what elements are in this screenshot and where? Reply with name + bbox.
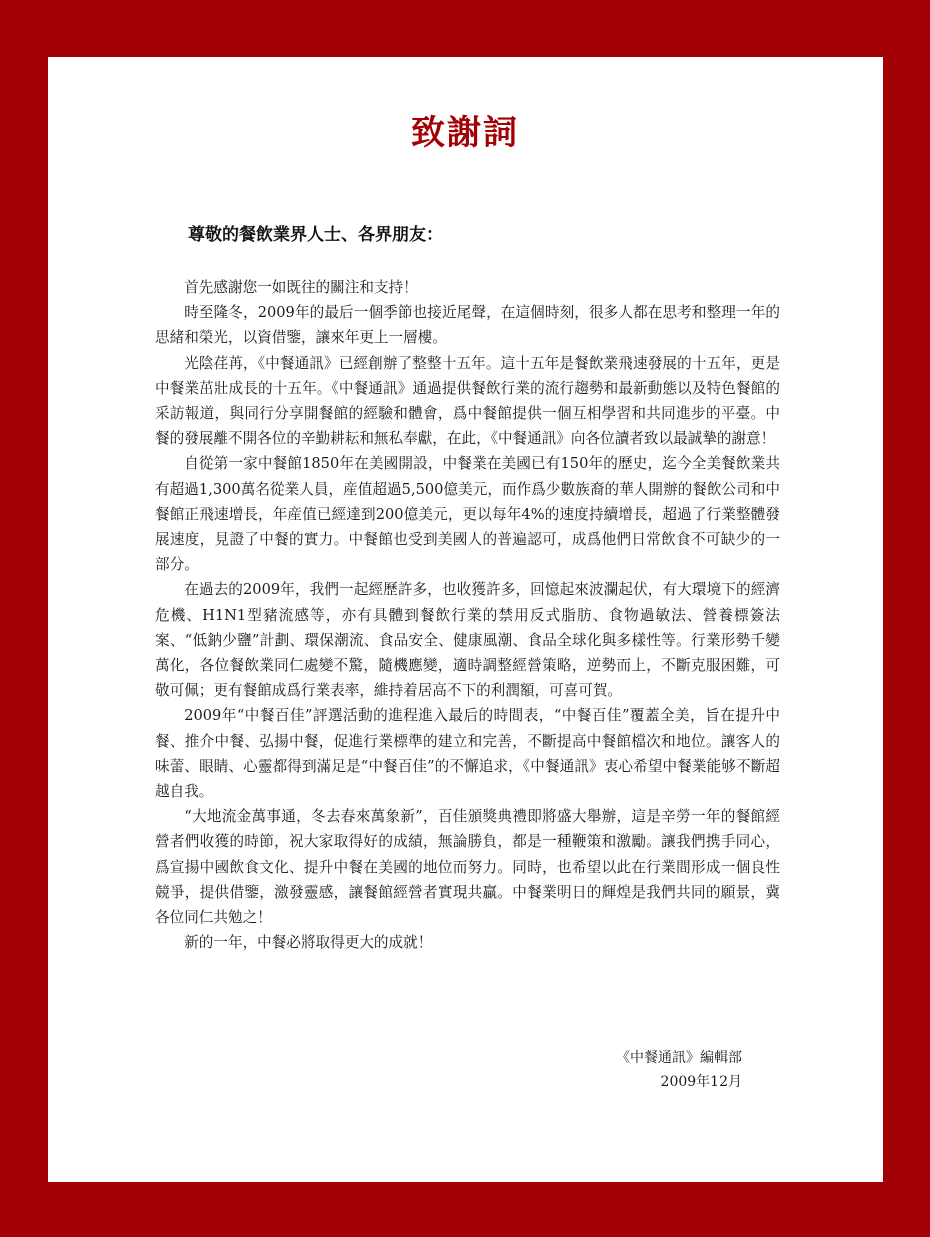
paragraph: 在過去的2009年，我們一起經歷許多，也收獲許多，回憶起來波瀾起伏，有大環境下的經濟危機、H1N1型豬流感等，亦有具體到餐飲行業的禁用反式脂肪、食物過敏法、營養標簽法案、“低鈉少鹽”計劃、環保潮流、食品安全、健康風潮、食品全球化與多樣性等。行業形勢千變萬化，各位餐飲業同仁處變不驚，隨機應變，適時調整經營策略，逆勢而上，不斷克服困難，可敬可佩；更有餐館成爲行業表率，維持着居高不下的利潤額，可喜可賀。 bbox=[155, 581, 780, 700]
letter-body bbox=[155, 275, 780, 955]
paragraph: 光陰荏苒，《中餐通訊》已經創辦了整整十五年。這十五年是餐飲業飛速發展的十五年，更是中餐業茁壯成長的十五年。《中餐通訊》通過提供餐飲行業的流行趨勢和最新動態以及特色餐館的采訪報道，與同行分享開餐館的經驗和體會，爲中餐館提供一個互相學習和共同進步的平臺。中餐的發展離不開各位的辛勤耕耘和無私奉獻，在此，《中餐通訊》向各位讀者致以最誠摯的謝意！ bbox=[155, 354, 780, 448]
signature-block bbox=[616, 1046, 742, 1094]
paragraph: 時至隆冬，2009年的最后一個季節也接近尾聲，在這個時刻，很多人都在思考和整理一年的思緒和榮光，以資借鑒，讓來年更上一層樓。 bbox=[155, 304, 780, 347]
paragraph: 新的一年，中餐必將取得更大的成就！ bbox=[184, 934, 433, 952]
paragraph: “大地流金萬事通，冬去春來萬象新”，百佳頒獎典禮即將盛大舉辦，這是辛勞一年的餐館經營者們收獲的時節，祝大家取得好的成績，無論勝負，都是一種鞭策和激勵。讓我們携手同心，爲宣揚中國飲食文化、提升中餐在美國的地位而努力。同時，也希望以此在行業間形成一個良性競爭，提供借鑒，激發靈感，讓餐館經營者實現共贏。中餐業明日的輝煌是我們共同的願景，冀各位同仁共勉之！ bbox=[155, 808, 780, 927]
signature-date: 2009年12月 bbox=[660, 1074, 742, 1090]
signature-org: 《中餐通訊》編輯部 bbox=[616, 1050, 742, 1066]
paragraph: 2009年“中餐百佳”評選活動的進程進入最后的時間表，“中餐百佳”覆蓋全美，旨在提升中餐、推介中餐、弘揚中餐，促進行業標準的建立和完善，不斷提高中餐館檔次和地位。讓客人的味蕾、眼睛、心靈都得到滿足是“中餐百佳”的不懈追求，《中餐通訊》衷心希望中餐業能够不斷超越自我。 bbox=[155, 707, 780, 801]
salutation: 尊敬的餐飲業界人士、各界朋友： bbox=[188, 225, 443, 245]
paragraph: 首先感謝您一如既往的關注和支持！ bbox=[184, 279, 418, 296]
paragraph: 自從第一家中餐館1850年在美國開設，中餐業在美國已有150年的歷史，迄今全美餐飲業共有超過1,300萬名從業人員，産值超過5,500億美元，而作爲少數族裔的華人開辦的餐飲公司和中餐館正飛速增長，年産值已經達到200億美元，更以每年4%的速度持續增長，超過了行業整體發展速度，見證了中餐的實力。中餐館也受到美國人的普遍認可，成爲他們日常飲食不可缺少的一部分。 bbox=[155, 455, 780, 574]
document-title: 致謝詞 bbox=[411, 113, 519, 153]
